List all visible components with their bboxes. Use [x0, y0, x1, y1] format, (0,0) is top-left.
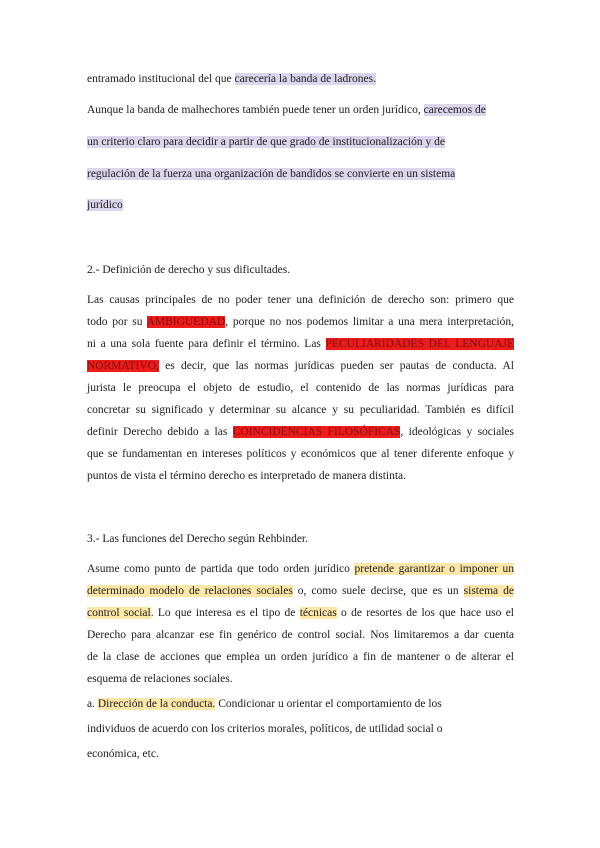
section-2-line-8: que se fundamentan en intereses políticos y económicos que al tener diferente enfoque y	[87, 448, 514, 460]
section-3-line-1	[87, 562, 514, 577]
section-2-line-2	[87, 315, 514, 330]
highlighted-text: carecería la banda de ladrones.	[234, 73, 376, 85]
text-run: o, como suele decirse, que es un	[292, 585, 464, 597]
list-item-a	[87, 697, 442, 712]
intro-line-4	[87, 167, 455, 182]
text-run: Asume como punto de partida que todo orden jurídico	[87, 563, 355, 575]
text-run: Condicionar u orientar el comportamiento de los	[215, 698, 442, 710]
text-run: entramado institucional del que	[87, 73, 235, 85]
section-2-line-9: puntos de vista el término derecho es interpretado de manera distinta.	[87, 470, 407, 482]
text-run: todo por su	[87, 316, 147, 328]
text-run: . Lo que interesa es el tipo de	[150, 607, 300, 619]
intro-line-1	[87, 72, 376, 87]
list-item-a-line-3: económica, etc.	[87, 748, 159, 760]
highlighted-text: técnicas	[299, 607, 337, 619]
list-marker: a.	[87, 698, 98, 710]
section-3-line-2	[87, 584, 514, 599]
section-2-line-6: concretar su significado y determinar su alcance y su peculiaridad. También es difícil	[87, 404, 514, 416]
highlighted-text: control social	[87, 607, 151, 619]
section-2-line-3	[87, 337, 514, 352]
section-2-heading: 2.- Definición de derecho y sus dificultades.	[87, 264, 291, 276]
text-run: es decir, que las normas jurídicas pueden ser pautas de conducta. Al	[158, 360, 514, 372]
text-run: ni a una sola fuente para definir el término. Las	[87, 338, 326, 350]
intro-line-2	[87, 103, 486, 118]
highlighted-text: PECULIARIDADES DEL LENGUAJE	[325, 338, 514, 350]
section-3-line-3	[87, 606, 514, 621]
highlighted-text: NORMATIVO,	[87, 360, 159, 372]
section-2-line-1: Las causas principales de no poder tener una definición de derecho son: primero que	[87, 294, 514, 306]
section-3-heading: 3.- Las funciones del Derecho según Rehbinder.	[87, 533, 308, 545]
list-item-a-line-2: individuos de acuerdo con los criterios morales, políticos, de utilidad social o	[87, 723, 443, 735]
highlighted-text: COINCIDENCIAS FILOSÓFICAS	[232, 426, 401, 438]
highlighted-text: determinado modelo de relaciones sociales	[87, 585, 293, 597]
highlighted-text: sistema de	[463, 585, 514, 597]
highlighted-text: carecemos de	[423, 104, 486, 116]
highlighted-text: regulación de la fuerza una organización de bandidos se convierte en un sistema	[87, 168, 456, 180]
highlighted-text: jurídico	[87, 199, 123, 211]
section-2-line-4	[87, 359, 514, 374]
section-2-line-7	[87, 425, 514, 440]
intro-line-3	[87, 135, 445, 150]
highlighted-text: AMBIGUEDAD	[146, 316, 226, 328]
section-3-line-6: esquema de relaciones sociales.	[87, 673, 233, 685]
text-run: , porque no nos podemos limitar a una mera interpretación,	[225, 316, 514, 328]
intro-line-5	[87, 198, 123, 213]
section-2-line-5: jurista le preocupa el objeto de estudio, el contenido de las normas jurídicas para	[87, 382, 514, 394]
text-run: o de resortes de los que hace uso el	[336, 607, 514, 619]
highlighted-text: pretende garantizar o imponer un	[354, 563, 514, 575]
highlighted-text: Dirección de la conducta.	[97, 698, 216, 710]
section-3-line-4: Derecho para alcanzar ese fin genérico de control social. Nos limitaremos a dar cuenta	[87, 629, 514, 641]
text-run: definir Derecho debido a las	[87, 426, 233, 438]
text-run: , ideológicas y sociales	[400, 426, 514, 438]
text-run: Aunque la banda de malhechores también puede tener un orden jurídico,	[87, 104, 424, 116]
section-3-line-5: de la clase de acciones que emplea un orden jurídico a fin de mantener o de alterar el	[87, 651, 514, 663]
highlighted-text: un criterio claro para decidir a partir de que grado de institucionalización y de	[87, 136, 445, 148]
